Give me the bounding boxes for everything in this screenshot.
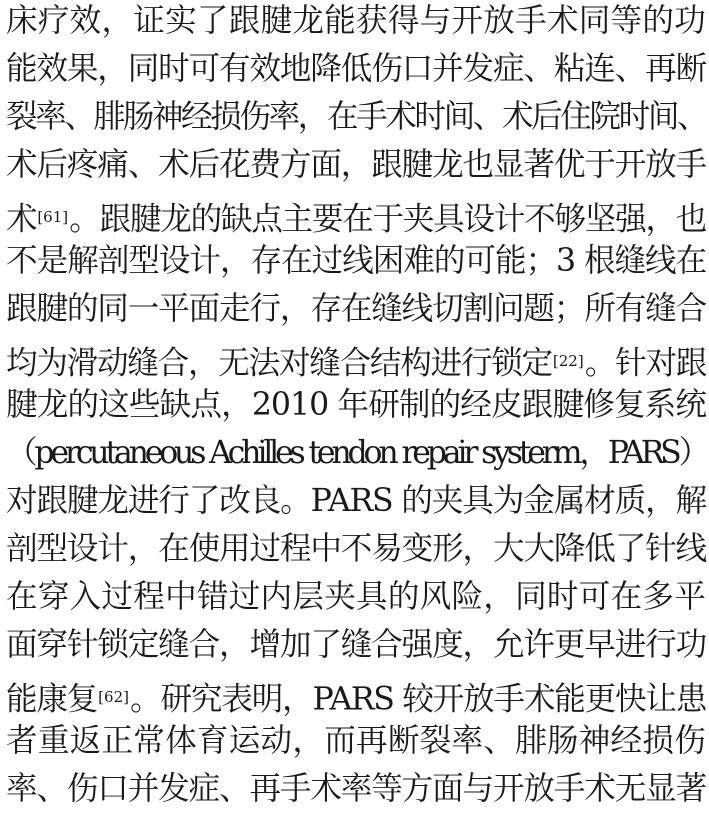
line-text: 能效果，同时可有效地降低伤口并发症、粘连、再断 (6, 51, 706, 87)
text-line-3 (6, 97, 706, 137)
line-text: 均为滑动缝合，无法对缝合结构进行锁定 (6, 345, 552, 382)
text-line-5 (6, 193, 706, 238)
line-text: 跟腱的同一平面走行，存在缝线切割问题；所有缝合 (6, 291, 706, 327)
line-text: 。研究表明，PARS 较开放手术能更快让患 (129, 681, 706, 718)
line-text: 能康复 (6, 681, 98, 718)
line-text: 对跟腱龙进行了改良。PARS 的夹具为金属材质，解 (6, 483, 706, 519)
line-text: （percutaneous Achilles tendon repair systerm，PARS） (6, 435, 706, 471)
citation-ref[interactable]: [22] (552, 352, 584, 370)
citation-ref[interactable]: [62] (98, 688, 129, 706)
text-line-1 (6, 1, 706, 41)
text-line-4 (6, 145, 706, 185)
line-text: 术 (6, 201, 37, 238)
text-line-7 (6, 289, 706, 329)
line-text: 术后疼痛、术后花费方面，跟腱龙也显著优于开放手 (6, 147, 706, 183)
text-line-2 (6, 49, 706, 89)
document-page (6, 0, 706, 821)
line-text: 裂率、腓肠神经损伤率，在手术时间、术后住院时间、 (6, 99, 706, 135)
line-text: 者重返正常体育运动，而再断裂率、腓肠神经损伤 (6, 723, 706, 759)
line-text: 在穿入过程中错过内层夹具的风险，同时可在多平 (6, 579, 706, 615)
citation-ref[interactable]: [61] (37, 208, 69, 226)
text-line-12 (6, 529, 706, 569)
text-line-8 (6, 337, 706, 382)
line-text: 。针对跟 (584, 345, 706, 382)
line-text: 率、伤口并发症、再手术率等方面与开放手术无显著 (6, 771, 706, 807)
text-line-14 (6, 625, 706, 665)
line-text: 。跟腱龙的缺点主要在于夹具设计不够坚强，也 (69, 201, 706, 238)
text-line-11 (6, 481, 706, 521)
line-text: 面穿针锁定缝合，增加了缝合强度，允许更早进行功 (6, 627, 706, 663)
text-line-6 (6, 241, 706, 281)
line-text: 剖型设计，在使用过程中不易变形，大大降低了针线 (6, 531, 706, 567)
text-line-16 (6, 721, 706, 761)
text-line-13 (6, 577, 706, 617)
line-text: 腱龙的这些缺点，2010 年研制的经皮跟腱修复系统 (6, 387, 706, 423)
text-line-9 (6, 385, 706, 425)
line-text: 床疗效，证实了跟腱龙能获得与开放手术同等的功 (6, 3, 706, 39)
text-line-15 (6, 673, 706, 718)
line-text: 不是解剖型设计，存在过线困难的可能；3 根缝线在 (6, 243, 706, 279)
text-line-17 (6, 769, 706, 809)
text-line-10 (6, 433, 706, 473)
